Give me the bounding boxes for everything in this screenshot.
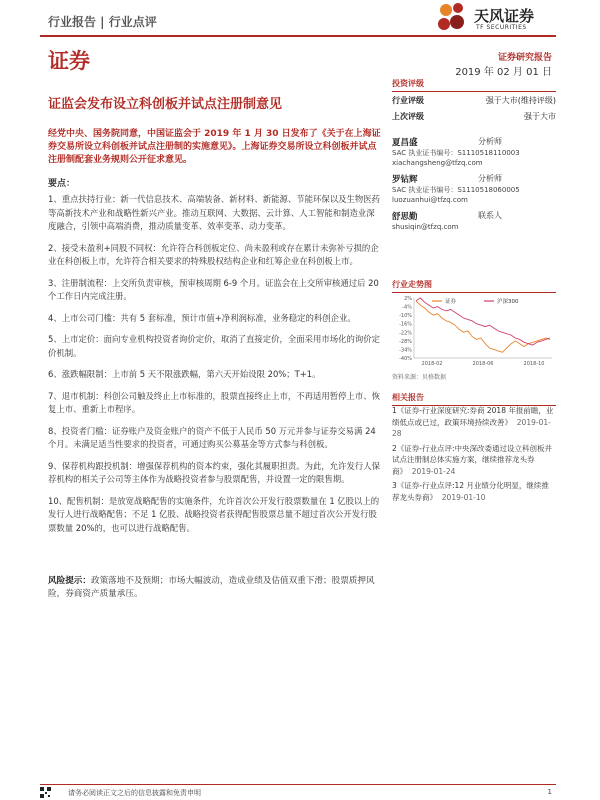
analyst-cert: SAC 执业证书编号：S1110518060005	[392, 186, 520, 194]
footer-rule	[40, 784, 556, 785]
analyst-email[interactable]: luozuanhui@tfzq.com	[392, 196, 468, 204]
analyst-email[interactable]: shusiqin@tfzq.com	[392, 223, 459, 231]
qr-code-icon	[40, 787, 51, 798]
analyst-name: 舒思勤	[392, 212, 418, 222]
related-title[interactable]: 2《证券-行业点评:中央深改委通过设立科创板并试点注册制总体实施方案，继续推荐龙头券商》	[392, 443, 553, 476]
related-item[interactable]	[392, 405, 556, 440]
key-point: 1、重点扶持行业：新一代信息技术、高端装备、新材料、新能源、节能环保以及生物医药等高新技术产业和战略性新兴产业。推动互联网、大数据、云计算、人工智能和制造业深度融合，引领中高端消费，推动质量变革、效率变革、动力变革。	[48, 194, 380, 231]
rating-value: 强于大市	[524, 112, 556, 121]
chart-heading: 行业走势图	[392, 279, 556, 293]
key-point: 5、上市定价：面向专业机构投资者询价定价，取消了直接定价，全面采用市场化的询价定价机制。	[48, 334, 380, 358]
legend-label: 沪深300	[497, 299, 519, 305]
risk-text: 政策落地不及预期；市场大幅波动，造成业绩及估值双重下滑；股票质押风险，券商资产质量承压。	[48, 576, 375, 599]
y-tick-label: -10%	[399, 313, 412, 320]
y-tick-label: -22%	[399, 330, 412, 337]
analyst-list	[392, 136, 556, 237]
x-tick-label: 2018-10	[523, 361, 545, 367]
analyst-role: 分析师	[478, 137, 502, 146]
logo-text: 天风证券	[474, 7, 535, 25]
related-date: 2019-01-24	[411, 466, 456, 476]
key-point: 3、注册制流程：上交所负责审核，预审核周期 6-9 个月。证监会在上交所审核通过后 20 个工作日内完成注册。	[48, 277, 379, 301]
y-tick-label: -40%	[399, 356, 412, 362]
footer-disclaimer: 请务必阅读正文之后的信息披露和免责申明	[68, 789, 201, 797]
key-point: 8、投资者门槛：证券账户及资金账户的资产不低于人民币 50 万元并参与证券交易满 24 个月。未满足适当性要求的投资者，可通过购买公募基金等方式参与科创板。	[48, 425, 376, 449]
key-point: 10、配售机制：是放宽战略配售的实施条件，允许首次公开发行股票数量在 1 亿股以上的发行人进行战略配售；不足 1 亿股、战略投资者获得配售股票总量不超过首次公开发行股票数量 20%的，也可以进行战略配售。	[48, 495, 380, 533]
y-tick-label: -16%	[399, 321, 412, 328]
risk-label: 风险提示：	[48, 576, 91, 586]
related-date: 2019-01-10	[441, 492, 486, 502]
key-point: 4、上市公司门槛：共有 5 套标准，预计市值+净利润标准，业务稳定的科创企业。	[48, 312, 356, 323]
related-item[interactable]	[392, 480, 556, 503]
report-category: 行业报告 | 行业点评	[48, 15, 157, 29]
report-date: 2019 年 02 月 01 日	[455, 67, 552, 78]
y-tick-label: -28%	[399, 338, 412, 345]
rating-row	[392, 95, 556, 106]
report-type: 证券研究报告	[497, 53, 552, 63]
analyst-entry	[392, 136, 556, 168]
logo-subtext: TF SECURITIES	[476, 24, 527, 31]
key-points-heading: 要点：	[48, 179, 76, 189]
analyst-email[interactable]: xiachangsheng@tfzq.com	[392, 159, 483, 167]
related-heading: 相关报告	[392, 392, 556, 406]
rating-value: 强于大市(维持评级)	[485, 96, 556, 105]
series-line	[416, 298, 550, 345]
legend-label: 证券	[445, 299, 457, 305]
x-tick-label: 2018-02	[421, 361, 443, 367]
rating-row	[392, 111, 556, 122]
key-point: 6、涨跌幅限制：上市前 5 天不限涨跌幅，第六天开始设限 20%；T+1。	[48, 369, 321, 379]
sector-title: 证券	[48, 49, 90, 73]
key-points-list	[48, 193, 382, 543]
report-title: 证监会发布设立科创板并试点注册制意见	[48, 97, 283, 112]
analyst-role: 分析师	[478, 174, 502, 183]
rating-label: 上次评级	[392, 112, 424, 121]
analyst-entry	[392, 173, 556, 205]
key-point: 2、接受未盈利+同股不同权：允许符合科创板定位、尚未盈利或存在累计未弥补亏损的企业在科创板上市，允许符合相关要求的特殊股权结构企业和红筹企业在科创板上市。	[48, 242, 379, 266]
related-title[interactable]: 3《证券-行业点评:12 月业绩分化明显，继续推荐龙头券商》	[392, 481, 549, 502]
related-reports	[392, 405, 556, 506]
rating-heading: 投资评级	[392, 78, 556, 92]
rating-label: 行业评级	[392, 96, 424, 105]
y-tick-label: -34%	[399, 347, 412, 354]
analyst-name: 罗钻辉	[392, 175, 418, 185]
intro-paragraph: 经党中央、国务院同意，中国证监会于 2019 年 1 月 30 日发布了《关于在上海证券交易所设立科创板并试点注册制的实施意见》。上海证券交易所设立科创板并试点注册制配套业务规则公开征求意见。	[48, 129, 381, 165]
key-point: 9、保荐机构跟投机制：增强保荐机构的资本约束，强化其履职担责。为此，允许发行人保荐机构的相关子公司等主体作为战略投资者参与股票配售，并设置一定的限售期。	[48, 460, 380, 484]
risk-warning	[48, 575, 382, 601]
rating-panel	[392, 78, 556, 127]
analyst-name: 夏昌盛	[392, 138, 418, 148]
analyst-cert: SAC 执业证书编号：S1110518110003	[392, 149, 520, 157]
logo-mark-icon	[436, 2, 472, 36]
related-date: 2019-01-28	[392, 417, 551, 438]
page-number: 1	[547, 788, 552, 796]
related-title[interactable]: 1《证券-行业深度研究:券商 2018 年报前瞻，业绩低点或已过，政策环境持续改善》	[392, 406, 554, 427]
header-rule	[40, 35, 556, 37]
trend-chart	[392, 292, 556, 370]
analyst-entry	[392, 210, 556, 232]
y-tick-label: -4%	[402, 304, 412, 311]
chart-source: 资料来源：贝格数据	[392, 374, 447, 381]
y-tick-label: 2%	[404, 296, 412, 302]
analyst-role: 联系人	[478, 211, 502, 220]
x-tick-label: 2018-06	[472, 361, 494, 367]
key-point: 7、退市机制：科创公司触及终止上市标准的，股票直接终止上市，不再适用暂停上市、恢复上市、重新上市程序。	[48, 390, 380, 414]
related-item[interactable]	[392, 443, 556, 478]
